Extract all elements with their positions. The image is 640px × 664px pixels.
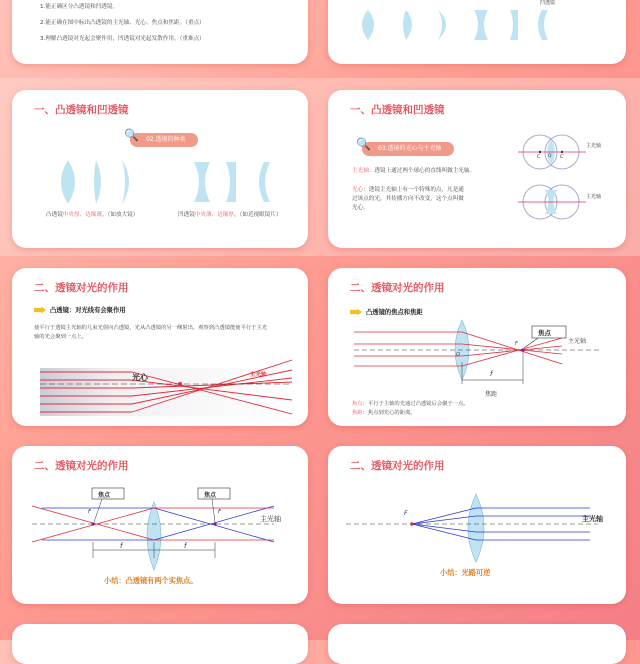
experiment-description: 使平行于透镜主光轴的几束光射向凸透镜，光从凸透镜的另一侧射出，观察到凸透镜能使平行于主光 轴的光会聚到一点上。 (34, 325, 268, 340)
focus-definition: 焦点：平行于主轴的光通过凸透镜后会聚于一点。 焦距：焦点到光心的距离。 (352, 401, 469, 416)
c2-label: C (560, 154, 564, 160)
slide-convex-converges[interactable] (12, 268, 308, 426)
focal-f-label: f (490, 370, 493, 378)
objective-3: 3.理解凸透镜对光起会聚作用，凹透镜对光起发散作用。（重难点） (40, 36, 205, 42)
axis-label-1: 主光轴 (586, 143, 602, 149)
concave-caption: 凹透镜中央薄、边缘厚，（如近视眼镜片） (178, 212, 282, 218)
center-definition: 光心：透镜主光轴上有一个特殊的点，凡是通 过该点的光，其传播方向不改变，这个点叫做 光心。 (352, 187, 464, 211)
photo-center-label: 光心 (132, 373, 148, 382)
slide-next-right[interactable] (328, 624, 626, 664)
axis-label: 主光轴 (260, 515, 281, 523)
f-small-label: F (515, 341, 518, 347)
slide-title: 一、凸透镜和凹透镜 (34, 104, 129, 116)
summary-text: 小结：凸透镜有两个实焦点。 (104, 576, 198, 585)
objective-2: 2.能正确在图中标出凸透镜的主光轴、光心、焦点和焦距。（重点） (40, 20, 205, 26)
axis-label-2: 主光轴 (586, 194, 602, 200)
section-heading: 凸透镜的焦点和焦距 (350, 308, 423, 318)
magnifier-icon: 🔍 (124, 128, 139, 142)
summary-text: 小结：光路可逆 (440, 568, 491, 577)
slide-lens-shapes[interactable] (328, 0, 626, 64)
o-small-label: O (456, 352, 460, 358)
F-right-label: F (218, 509, 222, 515)
photo-axis-label: 主光轴 (250, 372, 267, 378)
slide-reversible-path[interactable] (328, 446, 626, 604)
slide-title: 一、凸透镜和凹透镜 (350, 104, 445, 116)
focal-length-label: 焦距 (485, 391, 498, 398)
slide-objectives[interactable] (12, 0, 308, 64)
slide-title: 二、透镜对光的作用 (350, 460, 445, 472)
lens-shapes-illustration (328, 0, 626, 64)
slide-title: 二、透镜对光的作用 (34, 282, 129, 294)
axis-label: 主光轴 (582, 515, 603, 523)
axis-definition: 主光轴：透镜上通过两个球心的直线叫做主光轴。 (352, 168, 476, 174)
axis-label: 主光轴 (568, 338, 587, 345)
slide-lens-types[interactable] (12, 90, 308, 248)
f-left-label: f (120, 542, 123, 550)
F-left-label: F (88, 509, 92, 515)
F-label: F (404, 510, 408, 517)
objective-1: 1.能正确区分凸透镜和凹透镜。 (40, 4, 119, 10)
focus-box-left: 焦点 (98, 492, 111, 499)
slide-title: 二、透镜对光的作用 (350, 282, 445, 294)
convex-lens-illustration (12, 90, 308, 248)
optical-center-diagram (328, 90, 626, 248)
reversible-path-diagram (328, 446, 626, 604)
f-right-label: f (184, 542, 187, 550)
lens-tag: 凹透镜 (540, 0, 556, 6)
slide-two-foci[interactable] (12, 446, 308, 604)
focus-box-right: 焦点 (204, 492, 217, 499)
magnifier-icon: 🔍 (356, 137, 371, 151)
section-heading: 凸透镜：对光线有会聚作用 (34, 306, 126, 316)
slide-optical-center[interactable] (328, 90, 626, 248)
light-converging-photo (12, 268, 308, 426)
section-pill-label: 03.透镜的光心与主光轴 (378, 145, 442, 152)
section-pill-label: 02.透镜的种类 (146, 136, 186, 143)
focus-box-label: 焦点 (538, 329, 551, 337)
convex-caption: 凸透镜中央厚、边缘薄，（如放大镜） (46, 212, 139, 218)
slide-focus-focal-length[interactable] (328, 268, 626, 426)
o-label: O (548, 154, 552, 159)
slide-next-left[interactable] (12, 624, 308, 664)
c1-label: C (537, 154, 541, 160)
slide-title: 二、透镜对光的作用 (34, 460, 129, 472)
